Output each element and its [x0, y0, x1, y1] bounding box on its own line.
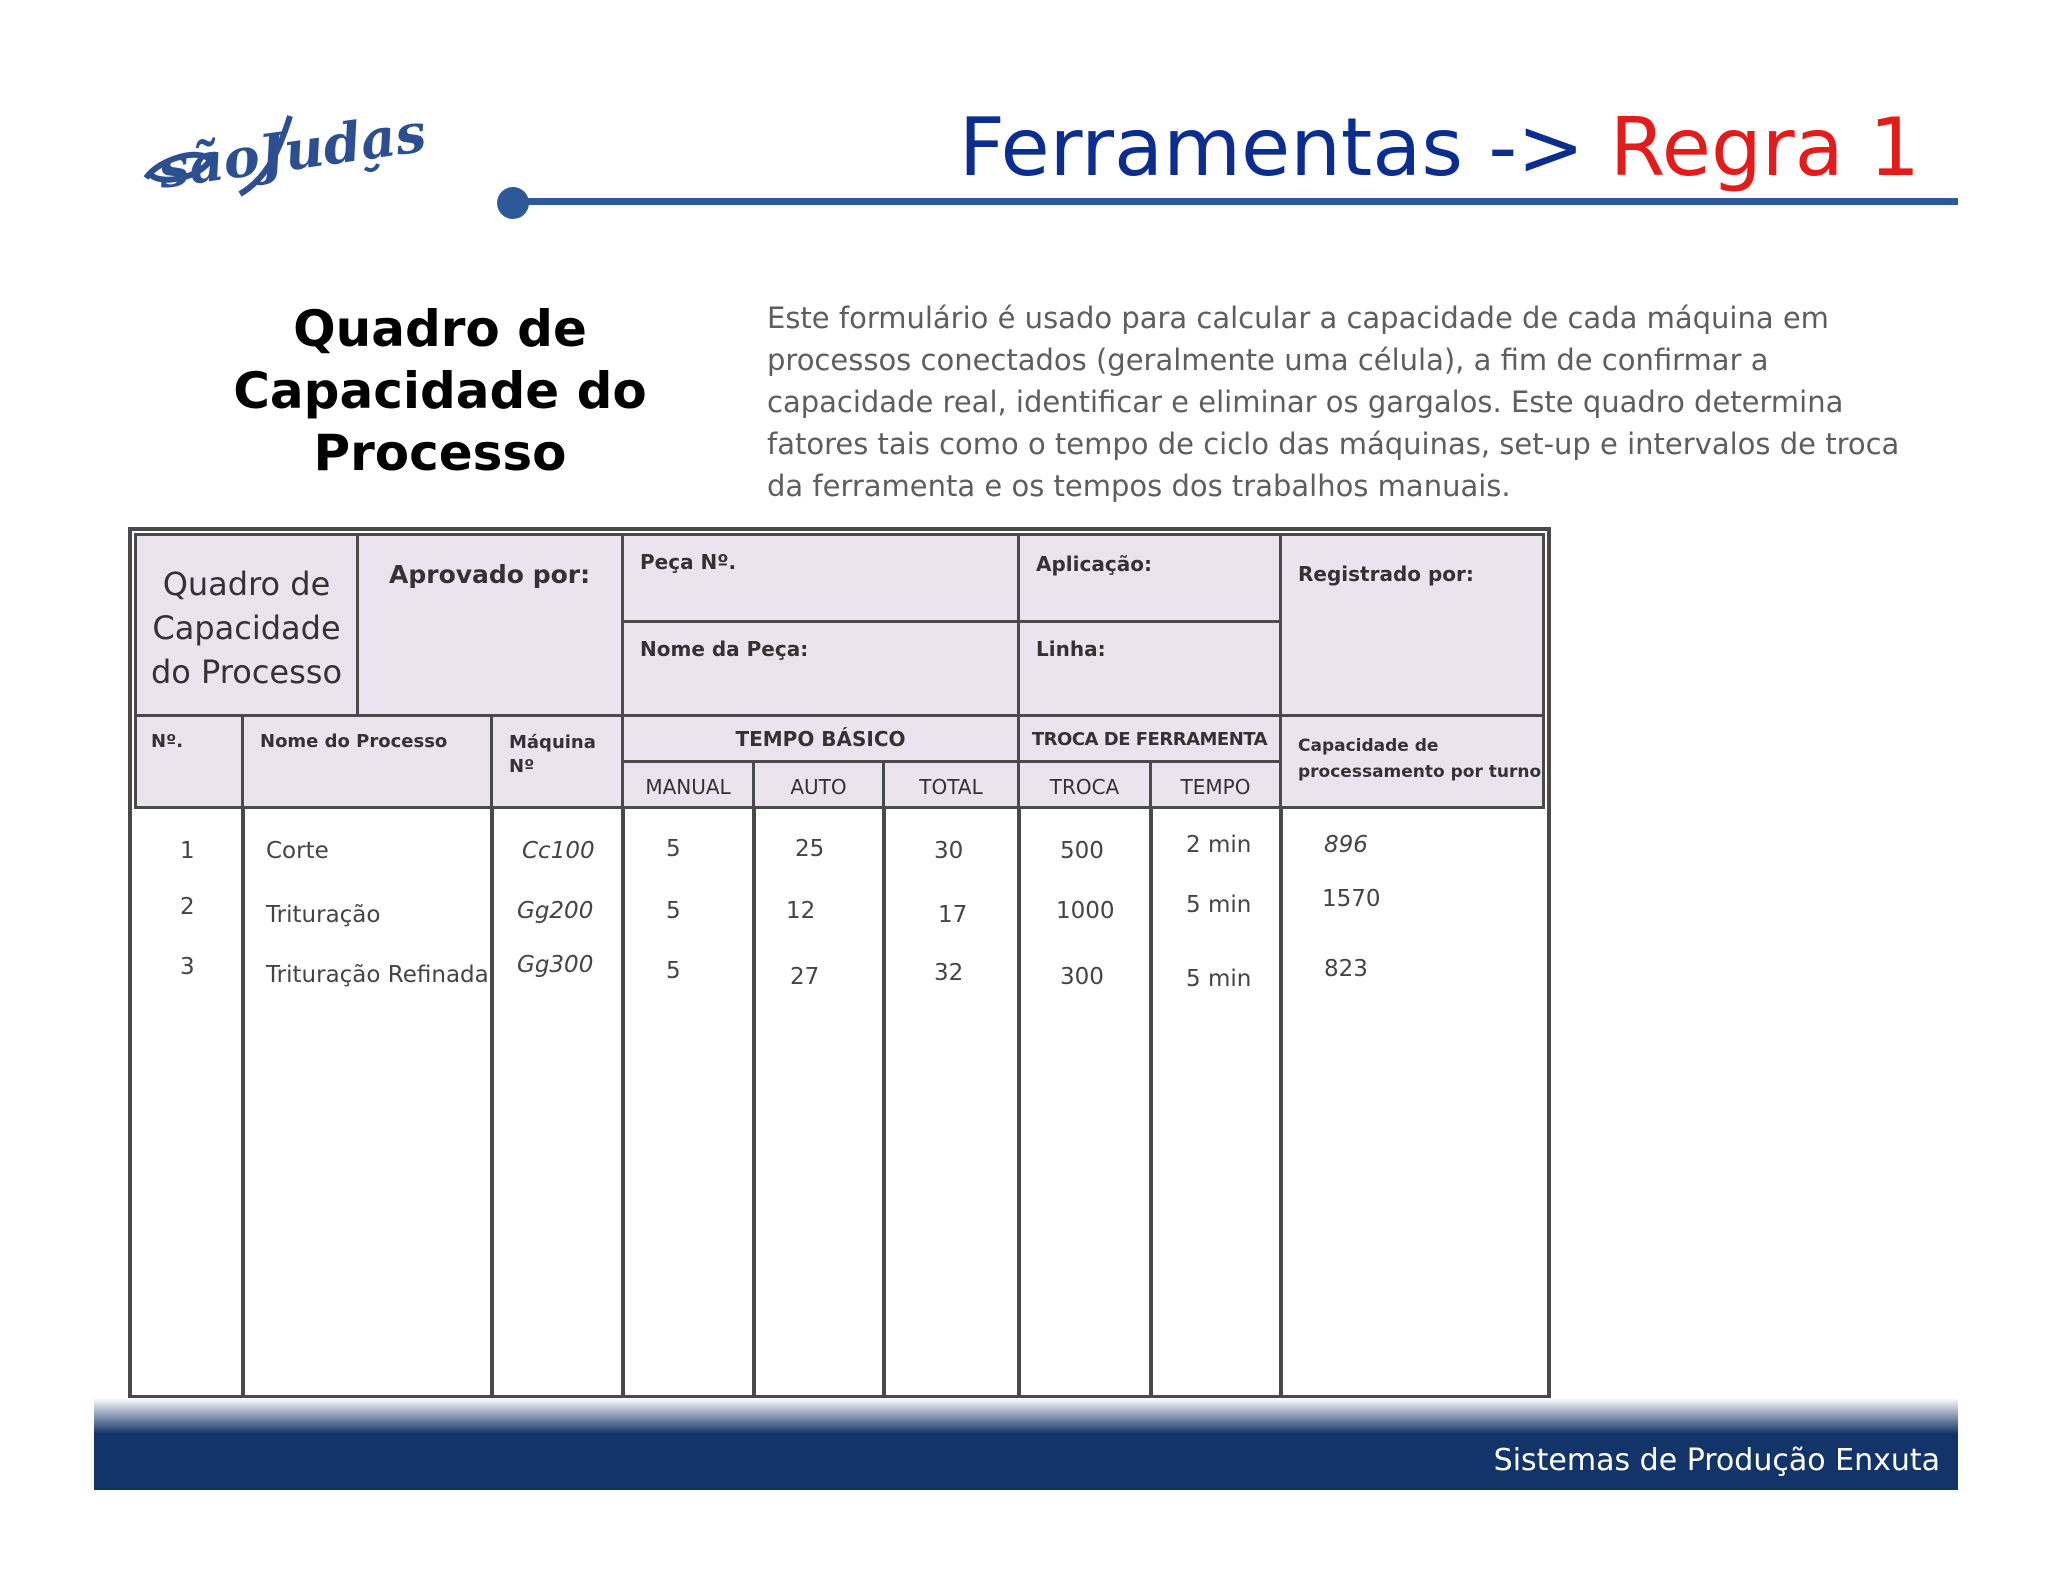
approved-by-cell [356, 533, 624, 717]
row-change: 300 [1060, 964, 1104, 990]
header-machine-line-1: Máquina [509, 732, 596, 753]
part-no-label: Peça Nº. [640, 550, 737, 574]
body-divider [752, 806, 756, 1396]
row-change: 500 [1060, 838, 1104, 864]
form-title-cell [134, 533, 359, 717]
row-no: 1 [180, 838, 195, 864]
footer-text: Sistemas de Produção Enxuta [1493, 1443, 1940, 1478]
page-title [959, 100, 1920, 196]
header-no-label: Nº. [151, 731, 184, 752]
part-no-cell [621, 533, 1020, 623]
part-name-cell [621, 620, 1020, 717]
row-capacity: 1570 [1322, 886, 1381, 912]
line-label: Linha: [1036, 637, 1106, 661]
title-main: Ferramentas -> [958, 101, 1585, 194]
body-divider [882, 806, 886, 1396]
line-cell [1017, 620, 1282, 717]
part-name-label: Nome da Peça: [640, 637, 809, 661]
row-total: 30 [934, 838, 964, 864]
subtitle-line-2: Capacidade do [233, 362, 647, 420]
header-total [882, 760, 1020, 809]
row-auto: 25 [795, 836, 825, 862]
row-process: Trituração [266, 902, 381, 928]
logo-text: sãoJudas [154, 100, 430, 201]
row-time: 5 min [1186, 966, 1252, 992]
row-auto: 12 [786, 898, 816, 924]
header-no [134, 714, 244, 809]
row-capacity: 823 [1324, 956, 1368, 982]
header-time [1149, 760, 1282, 809]
header-manual [621, 760, 755, 809]
application-cell [1017, 533, 1282, 623]
header-auto-label: AUTO [790, 775, 847, 799]
row-process: Trituração Refinada [266, 962, 489, 988]
row-time: 2 min [1186, 832, 1252, 858]
registered-by-label: Registrado por: [1298, 562, 1474, 586]
row-manual: 5 [666, 898, 681, 924]
row-no: 3 [180, 954, 195, 980]
row-machine: Gg300 [517, 952, 594, 978]
row-manual: 5 [666, 958, 681, 984]
header-auto [752, 760, 885, 809]
row-auto: 27 [790, 964, 820, 990]
title-accent: Regra 1 [1609, 101, 1920, 194]
header-basic-time [621, 714, 1020, 763]
header-change-label: TROCA [1049, 775, 1120, 799]
header-machine-line-2: Nº [509, 756, 535, 777]
row-total: 32 [934, 960, 964, 986]
header-machine [490, 714, 624, 809]
header-tool-change-label: TROCA DE FERRAMENTA [1031, 729, 1268, 750]
subtitle-line-3: Processo [313, 424, 567, 482]
form-description: Este formulário é usado para calcular a capacidade de cada máquina em processos conectados (geralmente uma célula), a fim de confirmar a capacidade real, identificar e eliminar os gargalos. Este quadro determina fatores tais como o tempo de ciclo das máquinas, set-up e intervalos de troca da ferramenta e os tempos dos trabalhos manuais. [767, 301, 1900, 503]
header-manual-label: MANUAL [645, 775, 731, 799]
header-time-label: TEMPO [1180, 775, 1251, 799]
title-rule-line [512, 198, 1958, 205]
registered-by-cell [1279, 533, 1545, 717]
header-capacity [1279, 714, 1545, 809]
subtitle-line-1: Quadro de [293, 300, 587, 358]
body-divider [1149, 806, 1153, 1396]
form-title-line-2: Capacidade [152, 609, 341, 647]
header-basic-time-label: TEMPO BÁSICO [735, 727, 906, 751]
header-process-name-label: Nome do Processo [260, 731, 448, 752]
form-title-line-1: Quadro de [162, 565, 331, 603]
application-label: Aplicação: [1036, 552, 1152, 576]
body-divider [1017, 806, 1021, 1396]
row-process: Corte [266, 838, 329, 864]
row-manual: 5 [666, 836, 681, 862]
row-change: 1000 [1056, 898, 1115, 924]
slide-subtitle [230, 298, 650, 484]
row-time: 5 min [1186, 892, 1252, 918]
header-total-label: TOTAL [919, 775, 983, 799]
header-change [1017, 760, 1152, 809]
header-capacity-line-1: Capacidade de [1298, 736, 1439, 756]
row-machine: Gg200 [517, 898, 594, 924]
footer-bar [94, 1433, 1958, 1490]
row-machine: Cc100 [522, 838, 595, 864]
footer-gradient [94, 1398, 1958, 1434]
row-no: 2 [180, 894, 195, 920]
header-tool-change [1017, 714, 1282, 763]
sao-judas-logo [140, 100, 430, 201]
row-total: 17 [938, 902, 968, 928]
body-divider [1279, 806, 1283, 1396]
body-divider [490, 806, 494, 1396]
approved-by-label: Aprovado por: [389, 560, 591, 589]
header-process-name [241, 714, 493, 809]
header-capacity-line-2: processamento por turno [1298, 762, 1542, 782]
body-divider [241, 806, 245, 1396]
form-title-line-3: do Processo [150, 653, 343, 691]
body-divider [621, 806, 625, 1396]
row-capacity: 896 [1324, 832, 1368, 858]
